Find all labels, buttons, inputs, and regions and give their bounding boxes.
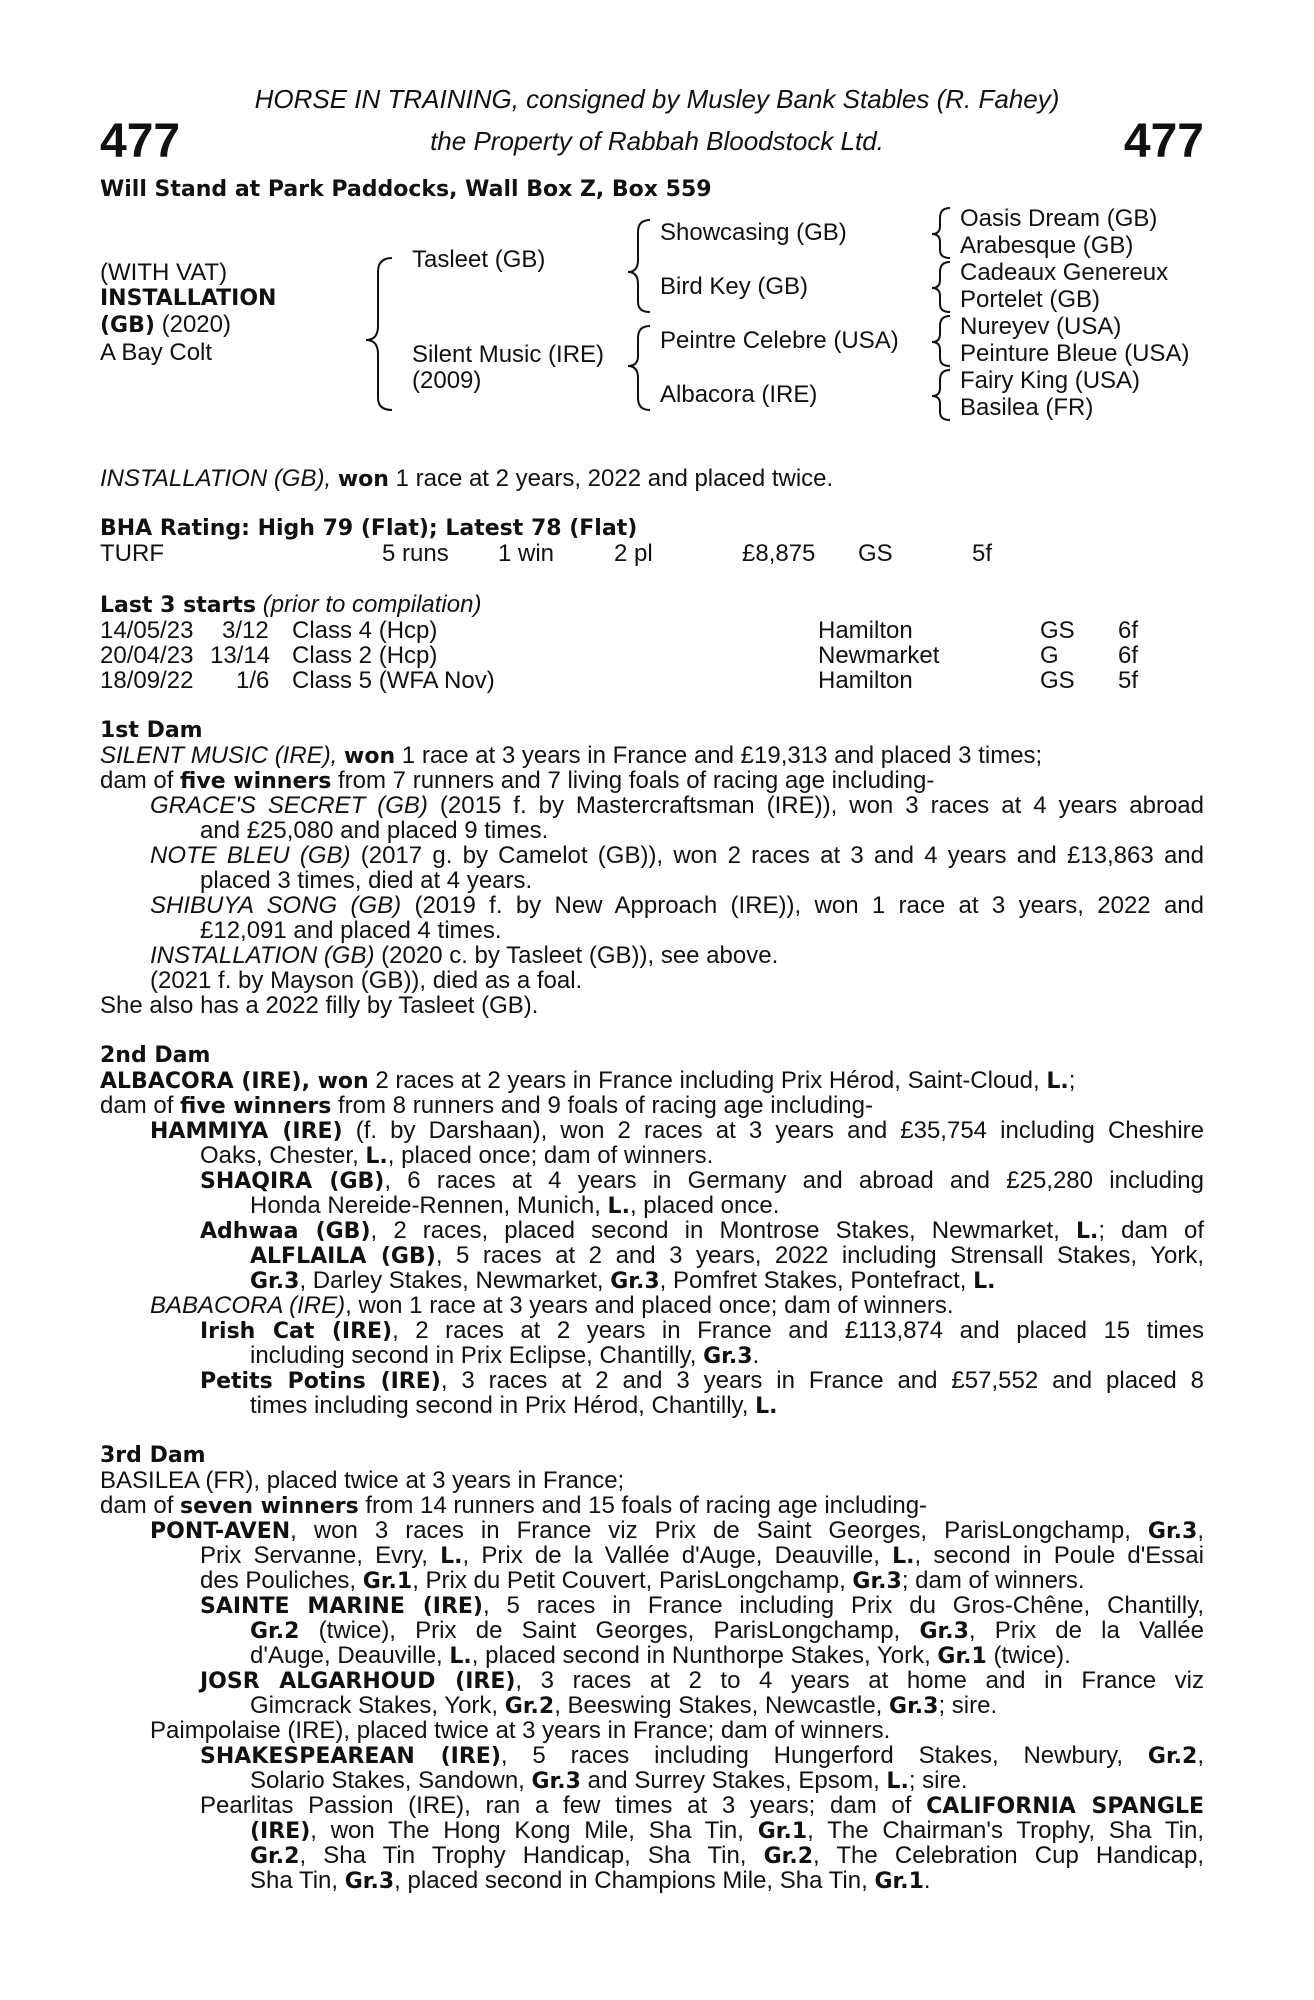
start-row-2: 20/04/23 13/14 Class 2 (Hcp) Newmarket G 6f [100,642,1139,669]
produce-sainte-marine: SAINTE MARINE (IRE), 5 races in France including Prix du Gros-Chêne, Chantilly, [200,1592,1204,1619]
produce-note-bleu: NOTE BLEU (GB) (2017 g. by Camelot (GB)), won 2 races at 3 and 4 years and £13,863 and [150,842,1205,869]
dam2-line: ALBACORA (IRE), won 2 races at 2 years in France including Prix Hérod, Saint-Cloud, L.; [100,1067,1076,1094]
produce-adhwaa: Adhwaa (GB), 2 races, placed second in Montrose Stakes, Newmarket, L.; dam of [200,1217,1204,1244]
horse-name: INSTALLATION [100,286,277,311]
produce-grace-secret: GRACE'S SECRET (GB) (2015 f. by Mastercraftsman (IRE)), won 3 races at 4 years abroad [150,792,1205,819]
produce-paimpolaise: Paimpolaise (IRE), placed twice at 3 years in France; dam of winners. [150,1717,891,1744]
produce-california-spangle: (IRE), won The Hong Kong Mile, Sha Tin, Gr.1, The Chairman's Trophy, Sha Tin, [250,1817,1204,1844]
gen3-8: Basilea (FR) [960,394,1094,421]
consignor-line: HORSE IN TRAINING, consigned by Musley Bank Stables (R. Fahey) [254,84,1060,114]
sire-dam: Bird Key (GB) [660,273,809,300]
gen3-7: Fairy King (USA) [960,367,1141,394]
property-line: the Property of Rabbah Bloodstock Ltd. [430,126,884,156]
produce-sainte-marine-cont: Gr.2 (twice), Prix de Saint Georges, ParisLongchamp, Gr.3, Prix de la Vallée [250,1617,1205,1644]
produce-petits-potins: Petits Potins (IRE), 3 races at 2 and 3 years in France and £57,552 and placed 8 [200,1367,1205,1394]
dam1-heading: 1st Dam [100,718,203,743]
produce-pearlitas-passion: Pearlitas Passion (IRE), ran a few times at 3 years; dam of CALIFORNIA SPANGLE [200,1792,1205,1819]
produce-alflaila-cont: Gr.3, Darley Stakes, Newmarket, Gr.3, Pomfret Stakes, Pontefract, L. [250,1267,996,1294]
lot-number-left: 477 [100,115,181,168]
produce-california-spangle-cont2: Sha Tin, Gr.3, placed second in Champions Mile, Sha Tin, Gr.1. [250,1867,931,1894]
produce-hammiya-cont: Oaks, Chester, L., placed once; dam of winners. [200,1142,714,1169]
gen3-2: Arabesque (GB) [960,232,1134,259]
gen3-4: Portelet (GB) [960,286,1101,313]
dam: Silent Music (IRE) [412,341,605,368]
rating-wins: 1 win [498,540,555,567]
gen3-6: Peinture Bleue (USA) [960,340,1190,367]
dam2-produce-line: dam of five winners from 8 runners and 9 foals of racing age including- [100,1092,873,1119]
produce-shaqira: SHAQIRA (GB), 6 races at 4 years in Germany and abroad and £25,280 including [200,1167,1205,1194]
dam3-line: BASILEA (FR), placed twice at 3 years in France; [100,1467,625,1494]
horse-origin: (GB) (2020) [100,311,231,338]
dam3-produce-line: dam of seven winners from 14 runners and 15 foals of racing age including- [100,1492,928,1519]
rating-distance: 5f [972,540,993,567]
produce-grace-secret-cont: and £25,080 and placed 9 times. [200,817,549,844]
dam3-heading: 3rd Dam [100,1443,206,1468]
dam-sire: Peintre Celebre (USA) [660,327,899,354]
start-row-3: 18/09/22 1/6 Class 5 (WFA Nov) Hamilton GS 5f [100,667,1139,694]
produce-shakespearean-cont: Solario Stakes, Sandown, Gr.3 and Surrey Stakes, Epsom, L.; sire. [250,1767,968,1794]
sire-sire: Showcasing (GB) [660,219,847,246]
dam-dam: Albacora (IRE) [660,381,818,408]
bha-rating: BHA Rating: High 79 (Flat); Latest 78 (Flat) [100,516,638,541]
produce-josr-algarhoud: JOSR ALGARHOUD (IRE), 3 races at 2 to 4 years at home and in France viz [200,1667,1204,1694]
sire: Tasleet (GB) [412,246,546,273]
horse-description: A Bay Colt [100,339,213,366]
produce-2022-filly: She also has a 2022 filly by Tasleet (GB). [100,992,539,1019]
produce-hammiya: HAMMIYA (IRE) (f. by Darshaan), won 2 races at 3 years and £35,754 including Cheshire [150,1117,1204,1144]
dam2-heading: 2nd Dam [100,1043,211,1068]
produce-note-bleu-cont: placed 3 times, died at 4 years. [200,867,533,894]
rating-placed: 2 pl [614,540,653,567]
rating-going: GS [858,540,893,567]
produce-pont-aven-cont2: des Pouliches, Gr.1, Prix du Petit Couvert, ParisLongchamp, Gr.3; dam of winners. [200,1567,1085,1594]
rating-surface: TURF [100,540,164,567]
stand-location: Will Stand at Park Paddocks, Wall Box Z, Box 559 [100,177,712,202]
produce-irish-cat: Irish Cat (IRE), 2 races at 2 years in France and £113,874 and placed 15 times [200,1317,1204,1344]
dam1-produce-line: dam of five winners from 7 runners and 7 living foals of racing age including- [100,767,935,794]
produce-sainte-marine-cont2: d'Auge, Deauville, L., placed second in Nunthorpe Stakes, York, Gr.1 (twice). [250,1642,1071,1669]
gen3-1: Oasis Dream (GB) [960,205,1158,232]
race-summary: INSTALLATION (GB), won 1 race at 2 years, 2022 and placed twice. [100,465,834,492]
start-row-1: 14/05/23 3/12 Class 4 (Hcp) Hamilton GS 6f [100,617,1139,644]
produce-shibuya-song: SHIBUYA SONG (GB) (2019 f. by New Approach (IRE)), won 1 race at 3 years, 2022 and [150,892,1204,919]
rating-prize: £8,875 [742,540,816,567]
produce-petits-potins-cont: times including second in Prix Hérod, Chantilly, L. [250,1392,778,1419]
produce-2021-filly: (2021 f. by Mayson (GB)), died as a foal. [150,967,583,994]
produce-josr-algarhoud-cont: Gimcrack Stakes, York, Gr.2, Beeswing Stakes, Newcastle, Gr.3; sire. [250,1692,998,1719]
produce-babacora: BABACORA (IRE), won 1 race at 3 years and placed once; dam of winners. [150,1292,954,1319]
produce-california-spangle-cont: Gr.2, Sha Tin Trophy Handicap, Sha Tin, Gr.2, The Celebration Cup Handicap, [250,1842,1204,1869]
produce-pont-aven-cont: Prix Servanne, Evry, L., Prix de la Vallée d'Auge, Deauville, L., second in Poule d'Essai [200,1542,1204,1569]
rating-runs: 5 runs [382,540,449,567]
gen3-5: Nureyev (USA) [960,313,1122,340]
produce-shibuya-song-cont: £12,091 and placed 4 times. [200,917,502,944]
dam1-line: SILENT MUSIC (IRE), won 1 race at 3 years in France and £19,313 and placed 3 times; [100,742,1043,769]
vat-note: (WITH VAT) [100,259,228,286]
produce-irish-cat-cont: including second in Prix Eclipse, Chantilly, Gr.3. [250,1342,760,1369]
produce-pont-aven: PONT-AVEN, won 3 races in France viz Prix de Saint Georges, ParisLongchamp, Gr.3, [150,1517,1204,1544]
gen3-3: Cadeaux Genereux [960,259,1169,286]
produce-shaqira-cont: Honda Nereide-Rennen, Munich, L., placed once. [250,1192,780,1219]
produce-installation: INSTALLATION (GB) (2020 c. by Tasleet (GB)), see above. [150,942,779,969]
produce-alflaila: ALFLAILA (GB), 5 races at 2 and 3 years, 2022 including Strensall Stakes, York, [250,1242,1204,1269]
produce-shakespearean: SHAKESPEAREAN (IRE), 5 races including Hungerford Stakes, Newbury, Gr.2, [200,1742,1204,1769]
last-starts-heading: Last 3 starts (prior to compilation) [100,591,482,618]
dam-year: (2009) [412,367,482,394]
lot-number-right: 477 [1123,115,1204,168]
